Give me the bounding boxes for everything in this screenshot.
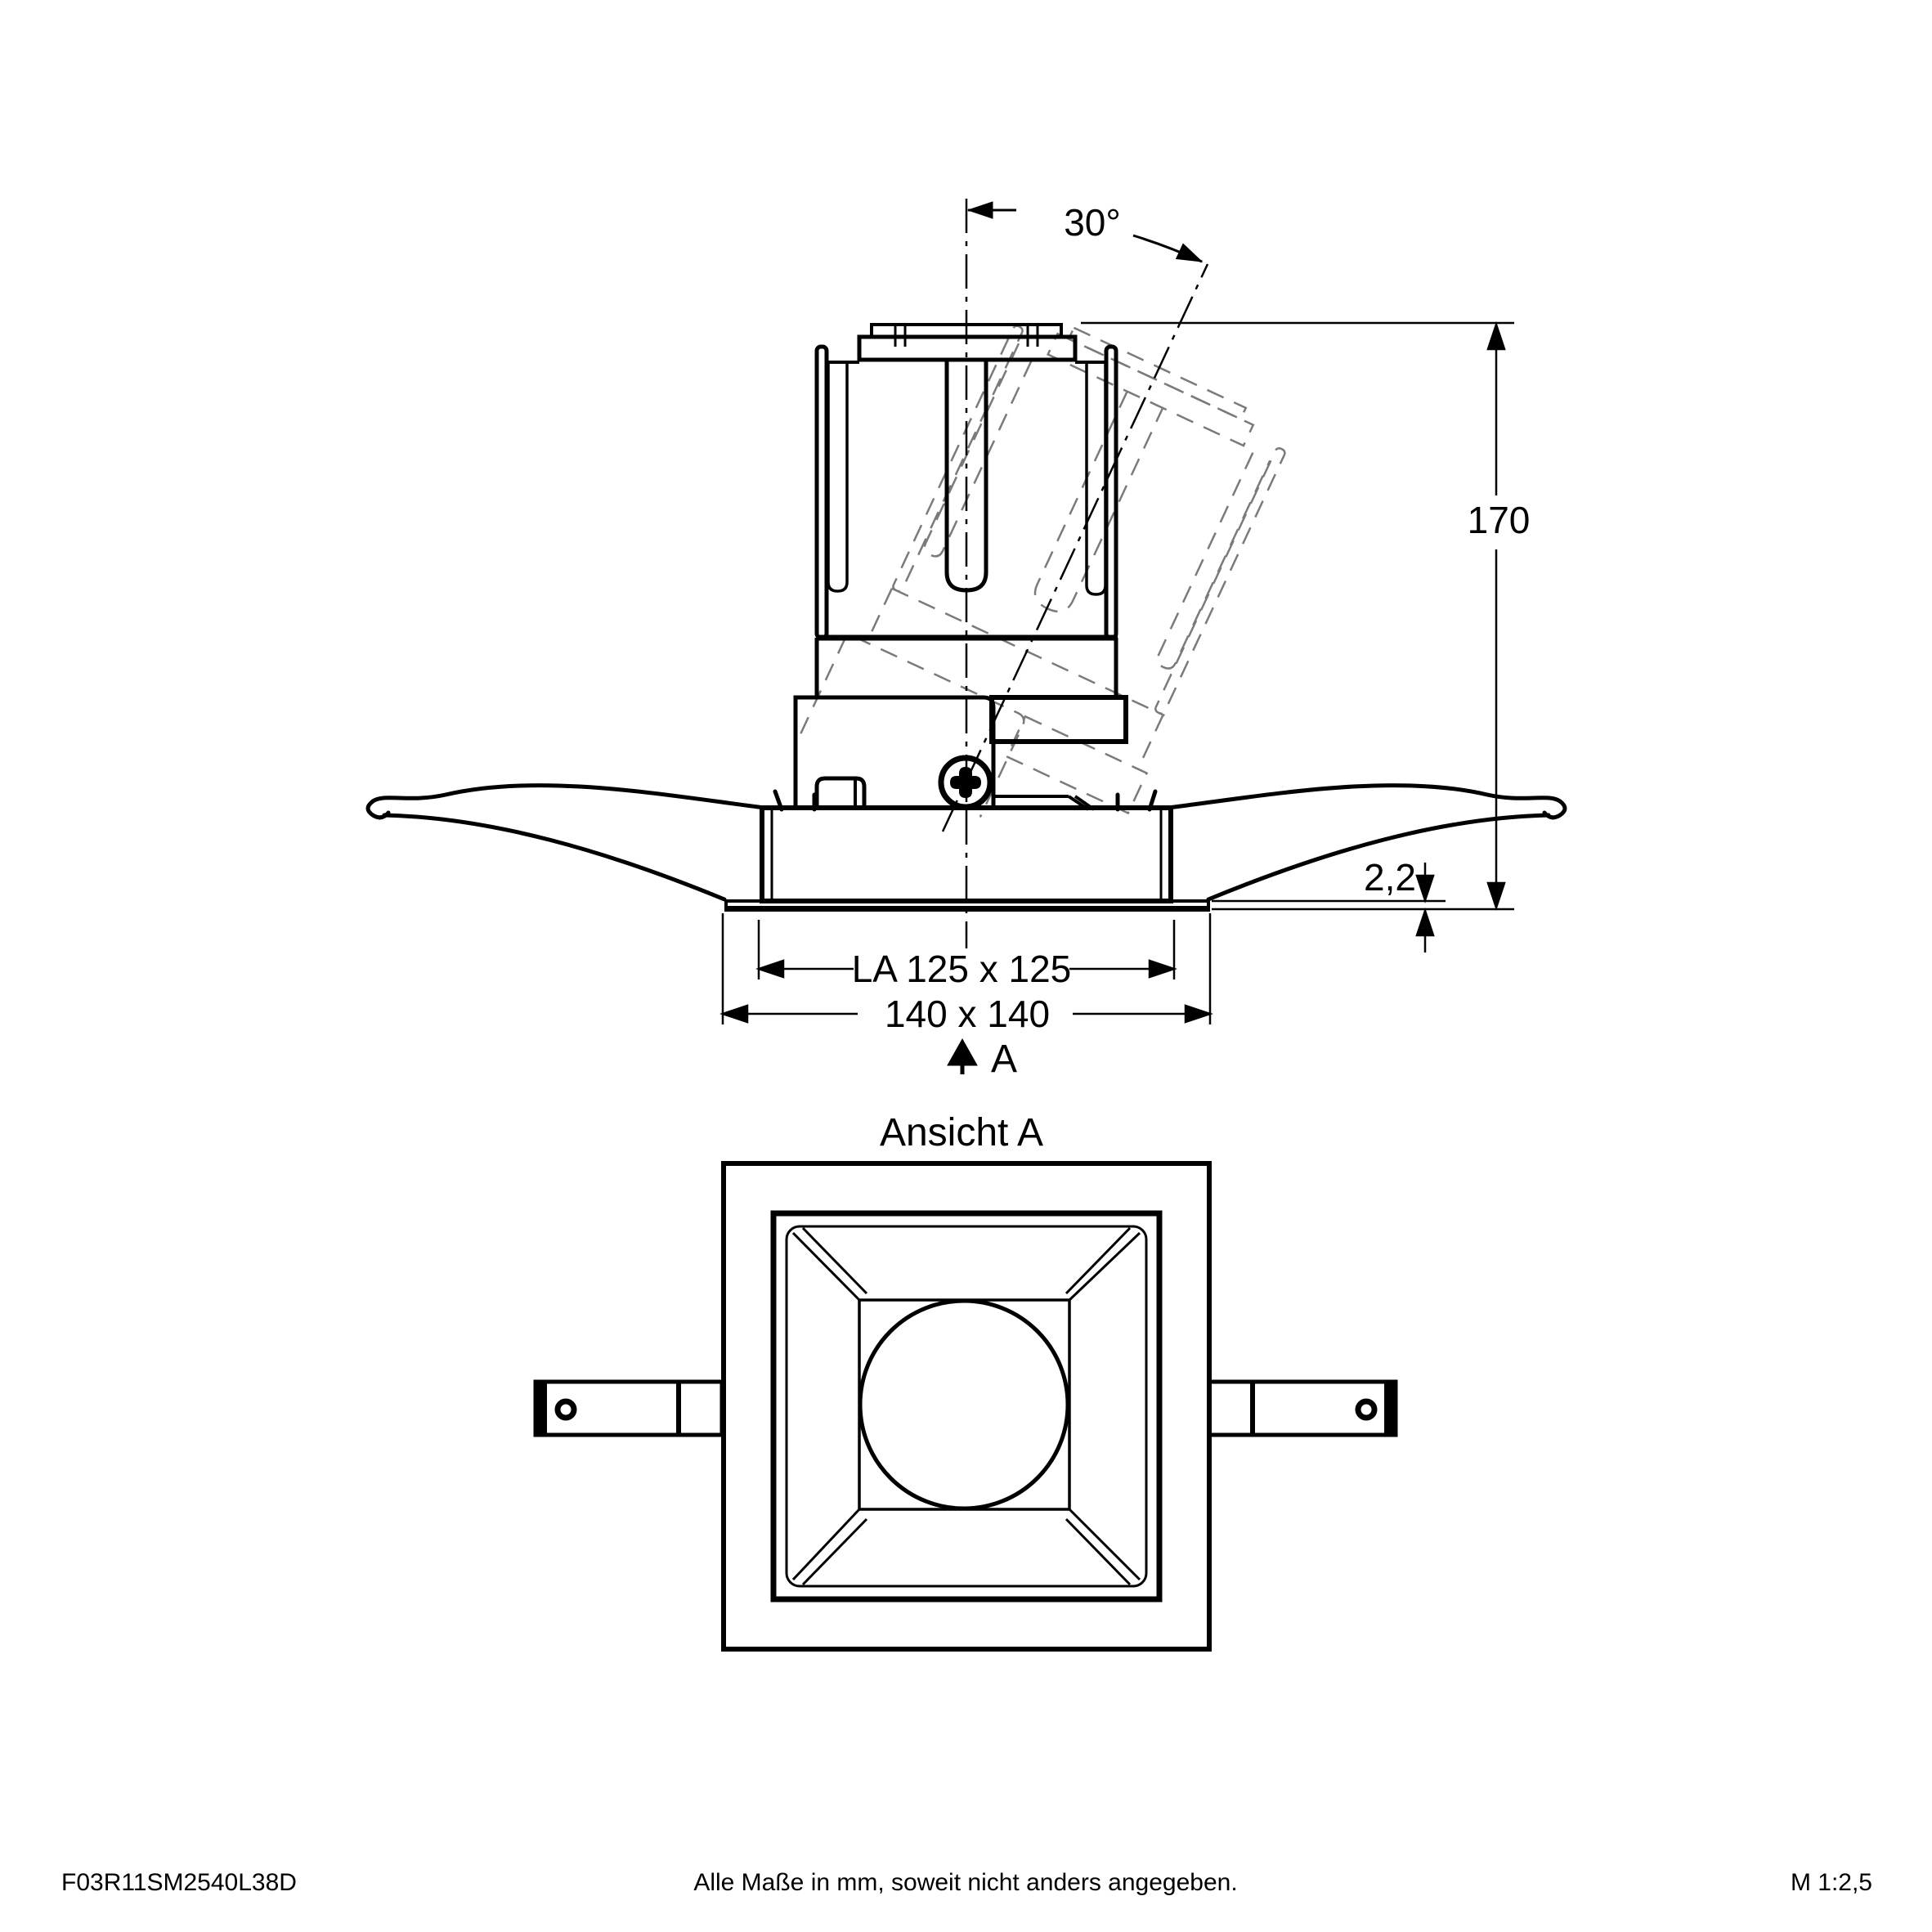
side-view [368, 199, 1565, 1074]
ghost-right-slot [1154, 453, 1270, 671]
footer-article-code: F03R11SM2540L38D [61, 1869, 297, 1896]
ghost-left-wall [867, 589, 891, 642]
ghost-cap-base [1048, 334, 1253, 446]
lens-circle [860, 1301, 1068, 1508]
right-wing-inner-line [1168, 786, 1560, 808]
luminaire-head [796, 325, 1126, 809]
overall-arrow-right [1186, 1006, 1210, 1022]
overall-arrow-left [723, 1006, 747, 1022]
bevel-br-2 [1066, 1519, 1130, 1585]
cutout-arrow-right [1150, 961, 1174, 977]
angle-label: 30° [1064, 201, 1121, 244]
ghost-right-wall [1139, 715, 1163, 766]
front-view-title: Ansicht A [879, 1111, 1044, 1154]
bevel-br-1 [1069, 1509, 1140, 1580]
bevel-bl-1 [793, 1509, 859, 1580]
flange-thickness-label: 2,2 [1364, 856, 1416, 899]
right-bracket-end-cap [1384, 1382, 1396, 1435]
footer-dimension-note: Alle Maße in mm, soweit nicht anders angegeben. [693, 1869, 1238, 1896]
left-wing-outer-line [384, 815, 724, 899]
bevel-tr-2 [1066, 1228, 1130, 1293]
right-bracket-hole [1358, 1401, 1374, 1418]
right-mounting-bracket [1209, 1382, 1396, 1435]
view-arrow-icon [948, 1039, 977, 1065]
height-dimension-170 [1081, 323, 1514, 909]
right-slot [1087, 362, 1105, 594]
pivot-screw-cross-icon [950, 767, 981, 798]
ghost-right-fin [1154, 447, 1286, 715]
left-bracket-end-cap [536, 1382, 547, 1435]
cable-clip [817, 778, 864, 809]
ghost-left-fin [892, 325, 1024, 593]
bevel-bl-2 [803, 1519, 867, 1585]
front-view [536, 1163, 1396, 1649]
view-direction-arrow [948, 1039, 977, 1074]
tilted-ghost-outline [800, 296, 1304, 873]
left-slot [828, 362, 847, 591]
height-arrow-top [1488, 325, 1504, 349]
right-fin-strip [1106, 347, 1116, 638]
left-bracket-body [536, 1382, 722, 1435]
left-spring-wing [368, 786, 814, 899]
height-label: 170 [1467, 499, 1531, 541]
overall-label: 140 x 140 [884, 993, 1051, 1035]
left-mounting-bracket [536, 1382, 722, 1435]
thickness-arrow-down [1417, 876, 1433, 900]
reflector-bevel-edges [793, 1228, 1140, 1585]
bevel-tr-1 [1069, 1233, 1140, 1300]
ghost-left-slot [922, 343, 1036, 558]
angle-arc-arrowhead [1177, 244, 1202, 262]
height-arrow-bottom [1488, 883, 1504, 908]
left-wing-inner-line [373, 786, 764, 808]
mount-arm [992, 697, 1126, 742]
left-fin-strip [817, 347, 827, 638]
bevel-tl-2 [803, 1228, 867, 1293]
cutout-label: LA 125 x 125 [851, 948, 1072, 990]
footer-scale-note: M 1:2,5 [1790, 1869, 1872, 1896]
bevel-tl-1 [793, 1233, 859, 1300]
thickness-arrow-up [1417, 911, 1433, 935]
left-bracket-hole [558, 1401, 574, 1418]
view-arrow-label: A [991, 1038, 1018, 1081]
right-bracket-body [1209, 1382, 1396, 1435]
angle-ref-arrowhead [968, 202, 993, 218]
cutout-arrow-left [759, 961, 783, 977]
